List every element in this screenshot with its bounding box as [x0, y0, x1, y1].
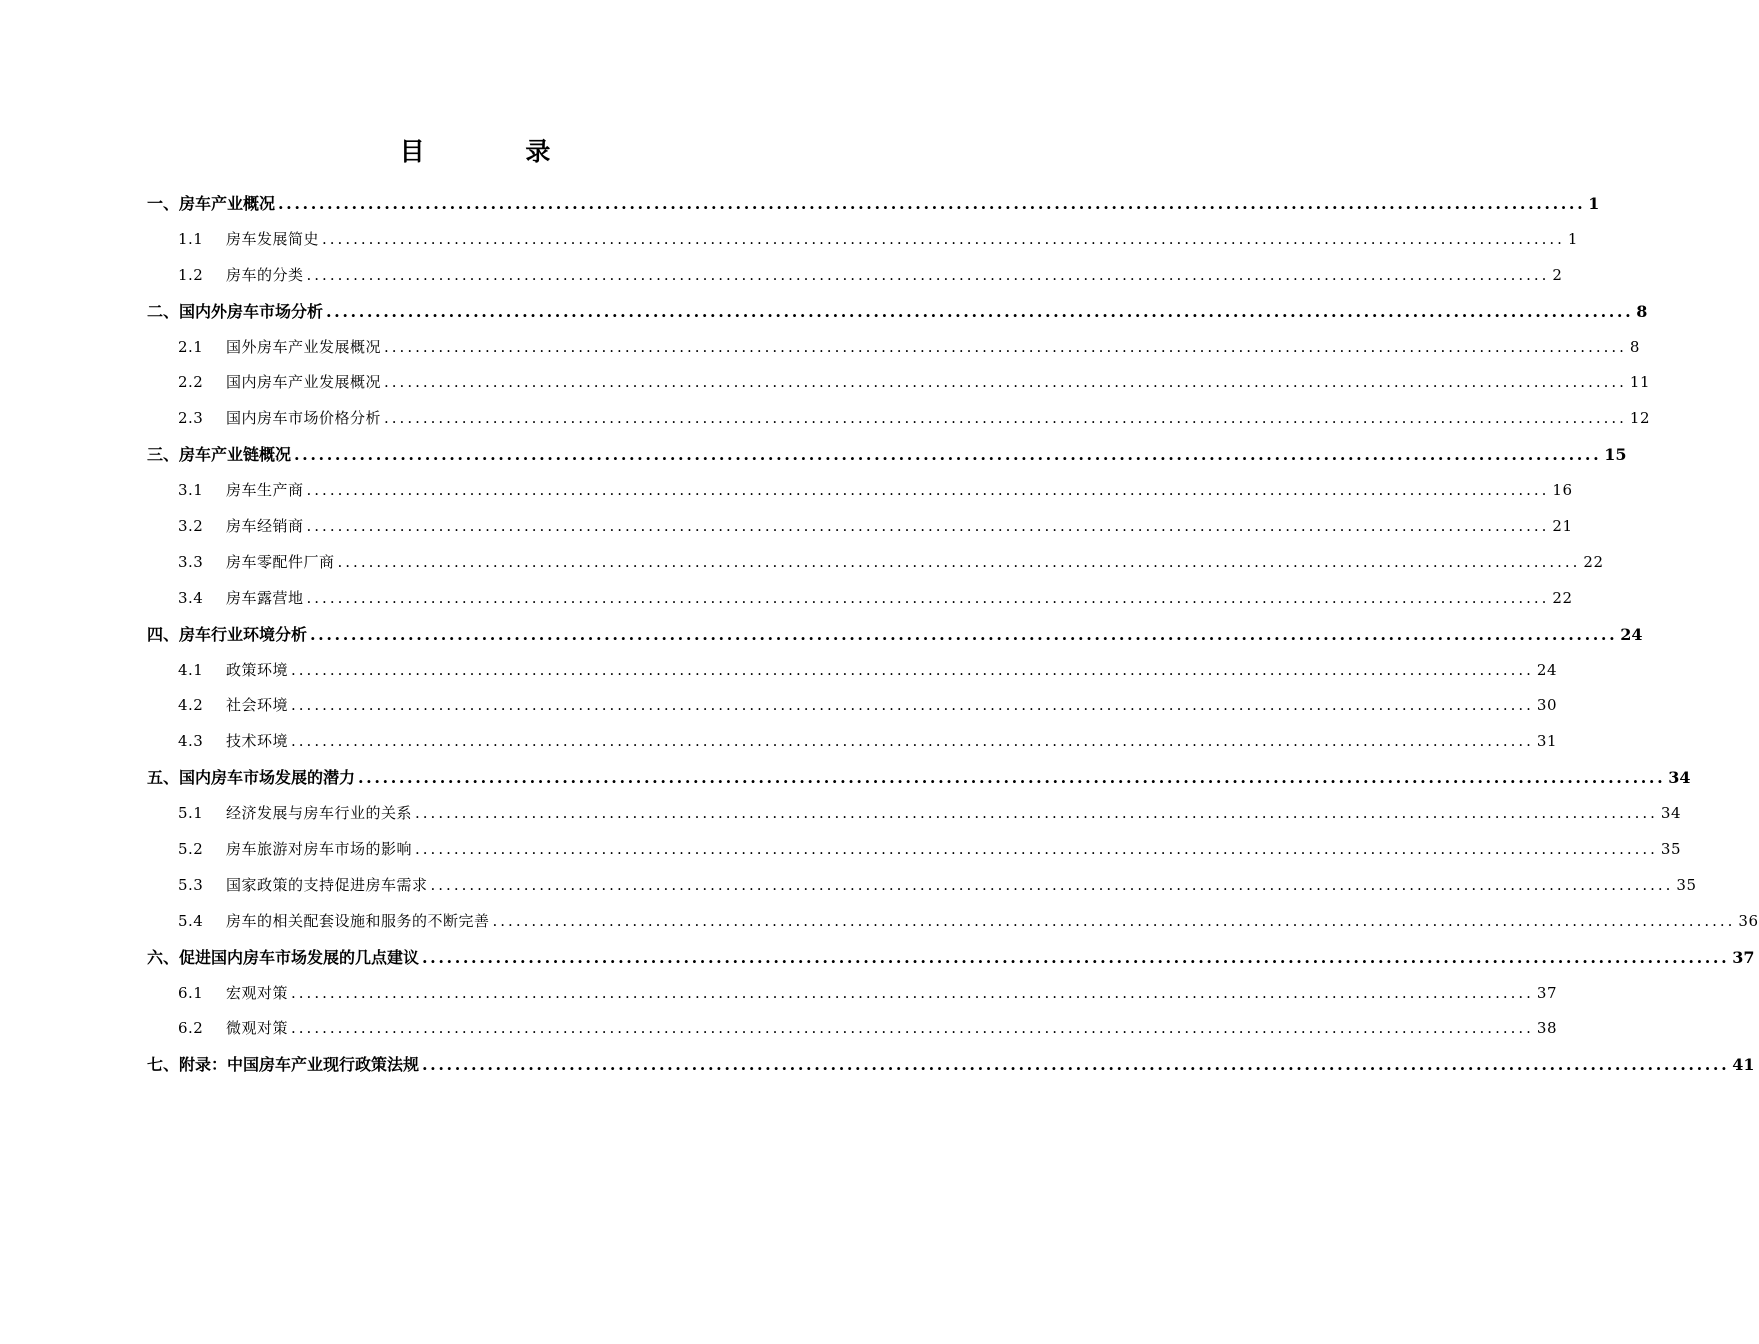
toc-dot-leader: ................................................................................................................................................................ [415, 840, 1658, 859]
toc-entry-label: 五、国内房车市场发展的潜力 [147, 768, 356, 788]
toc-entry-page-number: 2 [1552, 265, 1563, 284]
toc-entry-label: 二、国内外房车市场分析 [147, 301, 324, 321]
toc-entry-number: 2.3 [178, 409, 204, 428]
toc-entry-number: 4.1 [178, 660, 204, 679]
toc-entry-page-number: 8 [1636, 301, 1648, 321]
toc-dot-leader: ................................................................................................................................................................ [430, 875, 1674, 894]
table-of-contents [147, 186, 1759, 1083]
toc-entry-page-number: 11 [1629, 373, 1650, 392]
toc-dot-leader: ................................................................................................................................................................ [291, 660, 1534, 679]
toc-dot-leader: ................................................................................................................................................................ [291, 1019, 1534, 1038]
toc-dot-leader: ................................................................................................................................................................ [337, 552, 1581, 571]
toc-entry-label: 房车的相关配套设施和服务的不断完善 [226, 911, 490, 930]
toc-section-entry[interactable] [147, 796, 1681, 832]
toc-entry-label: 七、附录：中国房车产业现行政策法规 [147, 1055, 420, 1075]
toc-dot-leader: ................................................................................................................................................................ [310, 624, 1618, 644]
toc-entry-page-number: 21 [1552, 517, 1573, 536]
toc-section-entry[interactable] [147, 868, 1697, 904]
toc-section-entry[interactable] [147, 330, 1640, 366]
toc-entry-number: 3.2 [178, 517, 204, 536]
toc-dot-leader: ................................................................................................................................................................ [326, 301, 1634, 321]
toc-entry-page-number: 34 [1660, 804, 1681, 823]
toc-entry-label: 一、房车产业概况 [147, 194, 276, 213]
toc-entry-page-number: 30 [1536, 696, 1557, 715]
toc-entry-number: 4.2 [178, 696, 204, 715]
toc-section-entry[interactable] [147, 545, 1604, 581]
toc-dot-leader: ................................................................................................................................................................ [492, 911, 1736, 930]
toc-dot-leader: ................................................................................................................................................................ [384, 409, 1627, 428]
toc-entry-number: 5.2 [178, 840, 204, 859]
toc-chapter-entry[interactable] [147, 437, 1627, 473]
toc-title: 目 录 [399, 137, 597, 166]
toc-chapter-entry[interactable] [147, 760, 1691, 796]
toc-dot-leader: ................................................................................................................................................................ [422, 1055, 1730, 1075]
toc-dot-leader: ................................................................................................................................................................ [291, 732, 1534, 751]
toc-entry-label: 房车露营地 [226, 588, 304, 607]
toc-dot-leader: ................................................................................................................................................................ [294, 445, 1602, 465]
toc-dot-leader: ................................................................................................................................................................ [322, 229, 1565, 248]
toc-entry-page-number: 24 [1620, 624, 1643, 644]
toc-entry-page-number: 12 [1629, 409, 1650, 428]
toc-entry-number: 1.1 [178, 229, 204, 248]
toc-dot-leader: ................................................................................................................................................................ [358, 768, 1666, 788]
toc-entry-label: 微观对策 [226, 1019, 289, 1038]
toc-section-entry[interactable] [147, 258, 1563, 294]
toc-entry-label: 宏观对策 [226, 983, 289, 1002]
toc-entry-number: 5.1 [178, 804, 204, 823]
toc-entry-number: 5.4 [178, 911, 204, 930]
toc-entry-page-number: 24 [1536, 660, 1557, 679]
toc-entry-label: 房车经销商 [226, 517, 304, 536]
toc-entry-page-number: 41 [1732, 1055, 1755, 1075]
toc-entry-label: 国内房车产业发展概况 [226, 373, 382, 392]
toc-section-entry[interactable] [147, 401, 1650, 437]
toc-section-entry[interactable] [147, 509, 1573, 545]
toc-entry-number: 1.2 [178, 265, 204, 284]
toc-section-entry[interactable] [147, 832, 1681, 868]
toc-entry-label: 房车的分类 [226, 265, 304, 284]
toc-entry-number: 3.3 [178, 552, 204, 571]
toc-entry-page-number: 35 [1660, 840, 1681, 859]
toc-entry-label: 国内房车市场价格分析 [226, 409, 382, 428]
toc-entry-label: 六、促进国内房车市场发展的几点建议 [147, 947, 420, 967]
toc-entry-number: 3.1 [178, 481, 204, 500]
toc-entry-page-number: 35 [1676, 875, 1697, 894]
toc-entry-page-number: 38 [1536, 1019, 1557, 1038]
toc-section-entry[interactable] [147, 724, 1557, 760]
toc-entry-label: 国家政策的支持促进房车需求 [226, 875, 428, 894]
toc-dot-leader: ................................................................................................................................................................ [306, 588, 1550, 607]
toc-entry-page-number: 15 [1604, 445, 1627, 465]
toc-dot-leader: ................................................................................................................................................................ [278, 194, 1586, 213]
toc-entry-page-number: 1 [1588, 194, 1600, 213]
toc-entry-page-number: 22 [1552, 588, 1573, 607]
toc-entry-page-number: 1 [1567, 229, 1578, 248]
toc-dot-leader: ................................................................................................................................................................ [291, 696, 1534, 715]
toc-chapter-entry[interactable] [147, 294, 1648, 330]
toc-entry-number: 5.3 [178, 875, 204, 894]
toc-dot-leader: ................................................................................................................................................................ [415, 804, 1658, 823]
toc-dot-leader: ................................................................................................................................................................ [306, 265, 1550, 284]
toc-section-entry[interactable] [147, 904, 1759, 940]
toc-dot-leader: ................................................................................................................................................................ [384, 373, 1627, 392]
toc-entry-page-number: 16 [1552, 481, 1573, 500]
toc-entry-label: 四、房车行业环境分析 [147, 624, 308, 644]
toc-section-entry[interactable] [147, 222, 1578, 258]
toc-section-entry[interactable] [147, 1011, 1557, 1047]
toc-entry-page-number: 37 [1536, 983, 1557, 1002]
toc-entry-number: 6.2 [178, 1019, 204, 1038]
toc-section-entry[interactable] [147, 581, 1573, 617]
toc-entry-page-number: 8 [1629, 337, 1640, 356]
toc-entry-label: 经济发展与房车行业的关系 [226, 804, 413, 823]
toc-entry-label: 社会环境 [226, 696, 289, 715]
toc-chapter-entry[interactable] [147, 1047, 1755, 1083]
toc-section-entry[interactable] [147, 976, 1557, 1012]
toc-dot-leader: ................................................................................................................................................................ [384, 337, 1627, 356]
toc-entry-label: 房车零配件厂商 [226, 552, 335, 571]
toc-entry-page-number: 31 [1536, 732, 1557, 751]
toc-entry-number: 4.3 [178, 732, 204, 751]
toc-section-entry[interactable] [147, 365, 1650, 401]
toc-chapter-entry[interactable] [147, 617, 1643, 653]
toc-dot-leader: ................................................................................................................................................................ [306, 481, 1550, 500]
toc-entry-label: 房车旅游对房车市场的影响 [226, 840, 413, 859]
toc-dot-leader: ................................................................................................................................................................ [306, 517, 1550, 536]
toc-entry-page-number: 37 [1732, 947, 1755, 967]
toc-entry-label: 国外房车产业发展概况 [226, 337, 382, 356]
toc-entry-label: 房车发展简史 [226, 229, 320, 248]
toc-entry-number: 2.2 [178, 373, 204, 392]
toc-dot-leader: ................................................................................................................................................................ [291, 983, 1534, 1002]
toc-entry-page-number: 34 [1668, 768, 1691, 788]
toc-entry-label: 房车生产商 [226, 481, 304, 500]
toc-entry-page-number: 36 [1738, 911, 1759, 930]
toc-chapter-entry[interactable] [147, 186, 1600, 222]
toc-entry-number: 3.4 [178, 588, 204, 607]
toc-section-entry[interactable] [147, 653, 1557, 689]
toc-entry-label: 技术环境 [226, 732, 289, 751]
toc-entry-label: 三、房车产业链概况 [147, 445, 292, 465]
toc-entry-number: 6.1 [178, 983, 204, 1002]
toc-chapter-entry[interactable] [147, 940, 1755, 976]
toc-entry-label: 政策环境 [226, 660, 289, 679]
toc-entry-page-number: 22 [1583, 552, 1604, 571]
toc-entry-number: 2.1 [178, 337, 204, 356]
toc-section-entry[interactable] [147, 688, 1557, 724]
toc-dot-leader: ................................................................................................................................................................ [422, 947, 1730, 967]
toc-section-entry[interactable] [147, 473, 1573, 509]
